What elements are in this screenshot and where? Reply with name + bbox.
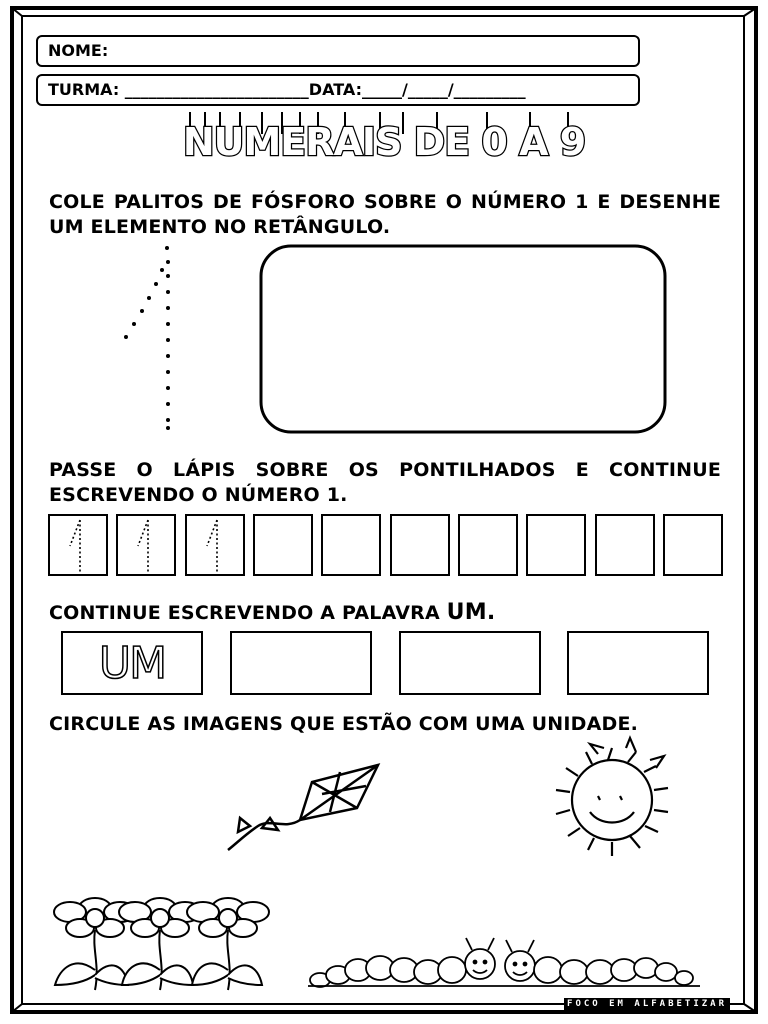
class-date-label: TURMA: _______________________DATA:_____/_____/_________ <box>48 80 526 99</box>
dotted-word-um: UM <box>98 637 166 689</box>
page-title: NUMERAIS DE 0 A 9 <box>182 120 586 164</box>
instruction-trace-number: PASSE O LÁPIS SOBRE OS PONTILHADOS E CONTINUE ESCREVENDO O NÚMERO 1. <box>49 459 721 506</box>
instruction-circle-images: CIRCULE AS IMAGENS QUE ESTÃO COM UMA UNIDADE. <box>49 713 639 735</box>
instruction-matchsticks: COLE PALITOS DE FÓSFORO SOBRE O NÚMERO 1 E DESENHE UM ELEMENTO NO RETÂNGULO. <box>49 191 721 238</box>
instruction-write-word: CONTINUE ESCREVENDO A PALAVRA UM. <box>49 600 496 625</box>
footer-brand-tag: FOCO EM ALFABETIZAR <box>564 998 730 1010</box>
name-label: NOME: <box>48 41 109 60</box>
target-word: UM. <box>446 600 496 625</box>
